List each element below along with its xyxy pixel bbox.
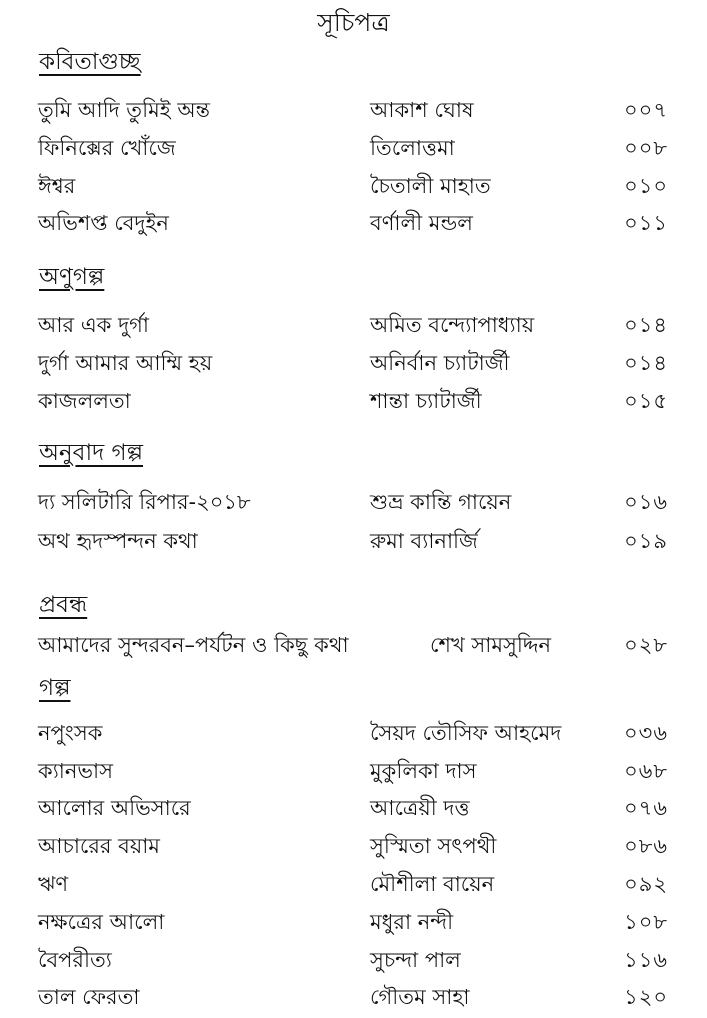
toc-page: ০১০ — [624, 174, 668, 198]
toc-title: ঈশ্বর — [38, 174, 76, 198]
section-heading-microfiction: অণুগল্প — [39, 264, 105, 290]
toc-row[interactable] — [0, 205, 707, 241]
toc-row[interactable] — [0, 523, 707, 559]
page-title: সূচিপত্র — [317, 8, 390, 37]
toc-page: ০১১ — [624, 211, 668, 235]
toc-row[interactable] — [0, 627, 707, 663]
toc-title: তাল ফেরতা — [38, 985, 140, 1009]
toc-row[interactable] — [0, 904, 707, 940]
toc-author: মুকুলিকা দাস — [370, 759, 477, 783]
toc-row[interactable] — [0, 345, 707, 381]
toc-row[interactable] — [0, 828, 707, 864]
toc-title: আলোর অভিসারে — [38, 796, 191, 820]
toc-title: আচারের বয়াম — [38, 834, 160, 858]
toc-author: সৈয়দ তৌসিফ আহমেদ — [370, 721, 562, 745]
toc-author: সুচন্দা পাল — [370, 948, 461, 972]
toc-row[interactable] — [0, 383, 707, 419]
toc-author: রুমা ব্যানার্জি — [370, 529, 478, 553]
toc-page: ০০৮ — [624, 136, 668, 160]
toc-page: ০১৯ — [624, 529, 668, 553]
toc-title: অভিশপ্ত বেদুইন — [38, 211, 169, 235]
toc-row[interactable] — [0, 942, 707, 978]
toc-page: ০০৭ — [624, 98, 668, 122]
toc-author: শান্তা চ্যাটার্জী — [370, 389, 482, 413]
toc-page: ০১৪ — [624, 351, 668, 375]
toc-row[interactable] — [0, 307, 707, 343]
toc-title: নপুংসক — [38, 721, 103, 745]
toc-row[interactable] — [0, 130, 707, 166]
section-heading-poetry: কবিতাগুচ্ছ — [39, 49, 141, 75]
toc-page: ০৮৬ — [624, 834, 668, 858]
toc-title: আমাদের সুন্দরবন–পর্যটন ও কিছু কথা — [38, 633, 349, 657]
toc-title: ফিনিক্সের খোঁজে — [38, 136, 176, 160]
toc-row[interactable] — [0, 753, 707, 789]
toc-row[interactable] — [0, 484, 707, 520]
toc-author: শেখ সামসুদ্দিন — [430, 633, 551, 657]
toc-page: ০২৮ — [624, 633, 668, 657]
toc-title: আর এক দুর্গা — [38, 313, 149, 337]
toc-author: মৌশীলা বায়েন — [370, 872, 495, 896]
toc-author: অমিত বন্দ্যোপাধ্যায় — [370, 313, 535, 337]
toc-page: ১১৬ — [624, 948, 668, 972]
toc-title: ঋণ — [38, 872, 69, 896]
toc-title: নক্ষত্রের আলো — [38, 910, 165, 934]
toc-row[interactable] — [0, 715, 707, 751]
toc-row[interactable] — [0, 979, 707, 1015]
toc-author: আত্রেয়ী দত্ত — [370, 796, 470, 820]
section-heading-story: গল্প — [39, 675, 71, 701]
toc-title: দুর্গা আমার আম্মি হয় — [38, 351, 213, 375]
toc-page: ০১৪ — [624, 313, 668, 337]
toc-author: আকাশ ঘোষ — [370, 98, 474, 122]
section-heading-translation: অনুবাদ গল্প — [39, 440, 144, 466]
toc-page: ০৬৮ — [624, 759, 668, 783]
toc-author: গৌতম সাহা — [370, 985, 470, 1009]
toc-author: চৈতালী মাহাত — [370, 174, 491, 198]
toc-title: দ্য সলিটারি রিপার-২০১৮ — [38, 490, 251, 514]
toc-author: মধুরা নন্দী — [370, 910, 454, 934]
toc-author: বর্ণালী মন্ডল — [370, 211, 473, 235]
toc-page: ০১৬ — [624, 490, 668, 514]
toc-title: অথ হৃদস্পন্দন কথা — [38, 529, 198, 553]
toc-author: অনির্বান চ্যাটার্জী — [370, 351, 510, 375]
toc-title: ক্যানভাস — [38, 759, 114, 783]
toc-row[interactable] — [0, 168, 707, 204]
toc-page: ১২০ — [624, 985, 668, 1009]
toc-page: ০৩৬ — [624, 721, 668, 745]
toc-title: তুমি আদি তুমিই অন্ত — [38, 98, 210, 122]
toc-author: শুভ্র কান্তি গায়েন — [370, 490, 512, 514]
toc-title: বৈপরীত্য — [38, 948, 112, 972]
toc-page: ০৭৬ — [624, 796, 668, 820]
toc-author: সুস্মিতা সৎপথী — [370, 834, 497, 858]
toc-page: ০৯২ — [624, 872, 668, 896]
toc-row[interactable] — [0, 790, 707, 826]
toc-author: তিলোত্তমা — [370, 136, 455, 160]
toc-page: ১০৮ — [624, 910, 668, 934]
section-heading-essay: প্রবন্ধ — [39, 592, 88, 618]
toc-row[interactable] — [0, 866, 707, 902]
toc-row[interactable] — [0, 92, 707, 128]
toc-title: কাজললতা — [38, 389, 131, 413]
toc-page: ০১৫ — [624, 389, 668, 413]
